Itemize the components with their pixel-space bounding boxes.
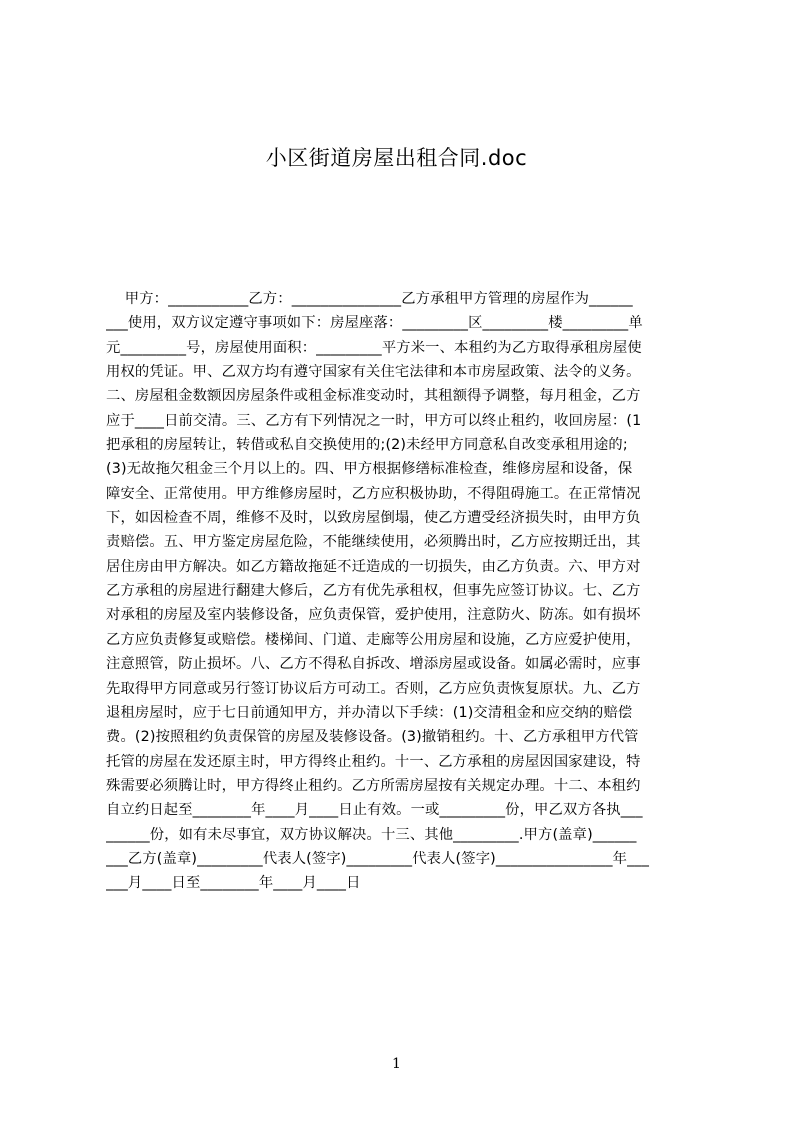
body-line: ___使用，双方议定遵守事项如下：房屋座落：_________区_________楼_________单	[106, 315, 643, 332]
body-line: 乙方应负责修复或赔偿。楼梯间、门道、走廊等公用房屋和设施，乙方应爱护使用，	[106, 631, 641, 648]
body-line: 托管的房屋在发还原主时，甲方得终止租约。十一、乙方承租的房屋因国家建设，特	[106, 753, 641, 770]
body-line: 注意照管，防止损坏。八、乙方不得私自拆改、增添房屋或设备。如属必需时，应事	[106, 656, 641, 673]
body-line: ___乙方(盖章)_________代表人(签字)_________代表人(签字)________________年___	[106, 850, 650, 867]
body-line: 费。(2)按照租约负责保管的房屋及装修设备。(3)撤销租约。十、乙方承租甲方代管	[106, 729, 639, 746]
body-line: 应于____日前交清。三、乙方有下列情况之一时，甲方可以终止租约，收回房屋：(1	[106, 412, 642, 429]
body-line: 元_________号，房屋使用面积：_________平方米一、本租约为乙方取得承租房屋使	[106, 339, 642, 356]
body-line: 甲方：___________乙方：_______________乙方承租甲方管理的房屋作为______	[106, 291, 633, 307]
body-line: 下，如因检查不周，维修不及时，以致房屋倒塌，使乙方遭受经济损失时，由甲方负	[106, 510, 641, 527]
body-line: 居住房由甲方解决。如乙方籍故拖延不迁造成的一切损失，由乙方负责。六、甲方对	[106, 558, 641, 575]
body-line: 障安全、正常使用。甲方维修房屋时，乙方应积极协助，不得阻碍施工。在正常情况	[106, 485, 641, 502]
body-line: 把承租的房屋转让，转借或私自交换使用的;(2)未经甲方同意私自改变承租用途的;	[106, 437, 628, 454]
body-line: 退租房屋时，应于七日前通知甲方，并办清以下手续：(1)交清租金和应交纳的赔偿	[106, 704, 633, 721]
body-line: (3)无故拖欠租金三个月以上的。四、甲方根据修缮标准检查，维修房屋和设备，保	[106, 461, 633, 478]
document-title: 小区街道房屋出租合同.doc	[265, 146, 528, 170]
body-line: 殊需要必须腾让时，甲方得终止租约。乙方所需房屋按有关规定办理。十二、本租约	[106, 777, 641, 794]
page-number: 1	[392, 1056, 401, 1072]
body-line: 二、房屋租金数额因房屋条件或租金标准变动时，其租额得予调整，每月租金，乙方	[106, 388, 641, 405]
body-line: 责赔偿。五、甲方鉴定房屋危险，不能继续使用，必须腾出时，乙方应按期迁出，其	[106, 534, 641, 551]
body-line: 对承租的房屋及室内装修设备，应负责保管，爱护使用，注意防火、防冻。如有损坏	[106, 607, 641, 624]
body-line: 先取得甲方同意或另行签订协议后方可动工。否则，乙方应负责恢复原状。九、乙方	[106, 680, 641, 697]
body-line: 用权的凭证。甲、乙双方均有遵守国家有关住宅法律和本市房屋政策、法令的义务。	[106, 364, 641, 381]
body-line: ______份，如有未尽事宜，双方协议解决。十三、其他_________.甲方(盖章)______	[106, 826, 637, 843]
body-line: 自立约日起至________年____月____日止有效。一或_________份，甲乙双方各执___	[106, 802, 643, 819]
body-line: 乙方承租的房屋进行翻建大修后，乙方有优先承租权，但事先应签订协议。七、乙方	[106, 583, 641, 600]
body-line: ___月____日至________年____月____日	[106, 875, 361, 892]
contract-body	[106, 287, 700, 896]
